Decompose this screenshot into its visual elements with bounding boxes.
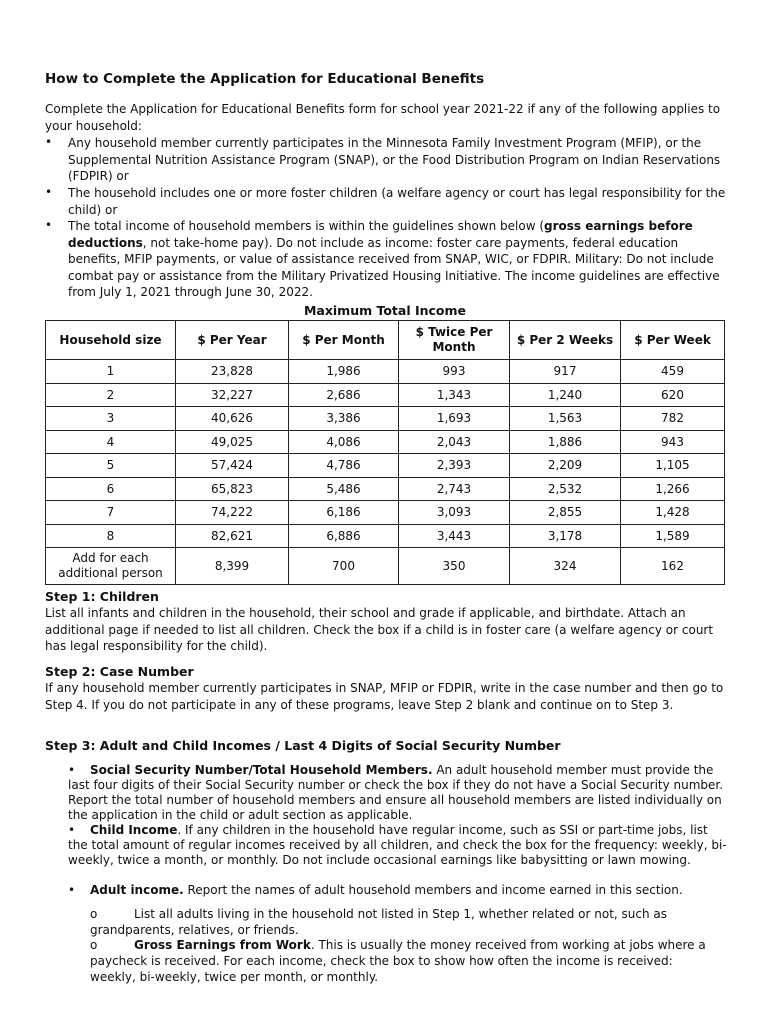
- table-cell: 350: [399, 548, 510, 585]
- bullet-text-part: The total income of household members is within the guidelines shown below (: [68, 219, 545, 233]
- item-text: An adult household member must provide the last four digits of their Social Security number or check the box if they do not have a Social Security number. Report the total number of household members and ensure all household members are listed individually on the application in the child or adult section as applicable.: [68, 763, 724, 822]
- item-bold-label: Child Income: [90, 823, 178, 837]
- eligibility-bullet-2: [45, 185, 735, 219]
- table-cell: 57,424: [176, 454, 289, 478]
- subitem-marker: o: [90, 938, 98, 952]
- table-cell: 1,105: [621, 454, 725, 478]
- table-cell: 2,043: [399, 430, 510, 454]
- table-cell: 2,532: [510, 477, 621, 501]
- table-cell: 82,621: [176, 524, 289, 548]
- table-cell: 6: [46, 477, 176, 501]
- table-cell: 4: [46, 430, 176, 454]
- table-cell: 2,686: [289, 383, 399, 407]
- item-text: . If any children in the household have regular income, such as SSI or part-time jobs, list the total amount of regular incomes received by all children, and check the box for the frequency: weekly, bi-weekly, twice a month, or monthly. Do not include occasional earnings like babysitting or lawn mowing.: [68, 823, 727, 867]
- table-cell: 700: [289, 548, 399, 585]
- step1-heading: Step 1: Children: [45, 589, 159, 604]
- bullet-icon: •: [45, 135, 53, 149]
- step3-item-child-income: [68, 823, 728, 868]
- table-cell: 1,343: [399, 383, 510, 407]
- eligibility-bullet-1: [45, 135, 735, 185]
- table-cell: 40,626: [176, 407, 289, 431]
- step2-body: If any household member currently participates in SNAP, MFIP or FDPIR, write in the case number and then go to Step 4. If you do not participate in any of these programs, leave Step 2 blank and continue on to Step 3.: [45, 681, 724, 712]
- bullet-icon: •: [68, 823, 76, 837]
- table-cell: 459: [621, 360, 725, 384]
- table-cell: 2,743: [399, 477, 510, 501]
- subitem-text: . This is usually the money received from working at jobs where a paycheck is received. For each income, check the box to show how often the income is received: weekly, bi-weekly, twice per month, or monthly.: [90, 938, 706, 984]
- table-cell: 74,222: [176, 501, 289, 525]
- table-caption: Maximum Total Income: [303, 303, 467, 318]
- table-header-cell: Household size: [46, 321, 176, 360]
- table-cell: 3,178: [510, 524, 621, 548]
- table-cell: 4,786: [289, 454, 399, 478]
- table-cell: 620: [621, 383, 725, 407]
- table-row: [46, 407, 725, 431]
- bullet-icon: •: [68, 883, 76, 897]
- table-cell: 32,227: [176, 383, 289, 407]
- table-cell: 2: [46, 383, 176, 407]
- item-bold-label: Social Security Number/Total Household Members.: [90, 763, 433, 777]
- bullet-text: Any household member currently participates in the Minnesota Family Investment Program (MFIP), or the Supplemental Nutrition Assistance Program (SNAP), or the Food Distribution Program on Indian Reservations (FDPIR) or: [68, 136, 721, 183]
- bullet-icon: •: [45, 185, 53, 199]
- page-title: How to Complete the Application for Educational Benefits: [45, 71, 485, 87]
- table-row: [46, 524, 725, 548]
- table-cell: 23,828: [176, 360, 289, 384]
- table-cell: 3,443: [399, 524, 510, 548]
- table-header-row: [46, 321, 725, 360]
- table-row: [46, 501, 725, 525]
- step3-subitem-gross-earnings: [90, 937, 720, 985]
- table-header-cell: $ Per Month: [289, 321, 399, 360]
- bullet-text: [68, 218, 728, 301]
- bullet-text-part: , not take-home pay). Do not include as income: foster care payments, federal education benefits, MFIP payments, or value of assistance received from SNAP, WIC, or FDPIR. Military: Do not include combat pay or assistance from the Military Privatized Housing Initiative. The income guidelines are effective from July 1, 2021 through June 30, 2022.: [68, 235, 720, 299]
- subitem-text: List all adults living in the household not listed in Step 1, whether related or not, such as grandparents, relatives, or friends.: [90, 907, 668, 937]
- eligibility-bullet-3: [45, 218, 735, 302]
- table-cell: 1,266: [621, 477, 725, 501]
- subitem-bold-label: Gross Earnings from Work: [134, 938, 311, 952]
- step2-heading: Step 2: Case Number: [45, 664, 194, 679]
- table-cell: 1,986: [289, 360, 399, 384]
- table-row: [46, 360, 725, 384]
- step1-body: List all infants and children in the household, their school and grade if applicable, and birthdate. Attach an additional page if needed to list all children. Check the box if a child is in foster care (a welfare agency or court has legal responsibility for the child).: [45, 606, 714, 654]
- table-row: [46, 548, 725, 585]
- table-cell: 3: [46, 407, 176, 431]
- table-cell: 5,486: [289, 477, 399, 501]
- bullet-icon: •: [68, 763, 76, 777]
- table-cell: 49,025: [176, 430, 289, 454]
- table-cell: 2,209: [510, 454, 621, 478]
- item-text: Report the names of adult household members and income earned in this section.: [183, 883, 683, 897]
- table-header-cell: $ Twice Per Month: [399, 321, 510, 360]
- table-cell: 1,886: [510, 430, 621, 454]
- table-cell: 993: [399, 360, 510, 384]
- table-cell: 8: [46, 524, 176, 548]
- table-cell: 2,393: [399, 454, 510, 478]
- table-cell: 917: [510, 360, 621, 384]
- table-header-cell: $ Per Year: [176, 321, 289, 360]
- table-cell: Add for each additional person: [46, 548, 176, 585]
- table-row: [46, 383, 725, 407]
- table-cell: 7: [46, 501, 176, 525]
- table-cell: 65,823: [176, 477, 289, 501]
- table-cell: 162: [621, 548, 725, 585]
- table-cell: 324: [510, 548, 621, 585]
- table-cell: 1,563: [510, 407, 621, 431]
- table-cell: 1,589: [621, 524, 725, 548]
- subitem-marker: o: [90, 907, 98, 921]
- item-bold-label: Adult income.: [90, 883, 184, 897]
- table-header-cell: $ Per Week: [621, 321, 725, 360]
- table-header-cell: $ Per 2 Weeks: [510, 321, 621, 360]
- table-row: [46, 477, 725, 501]
- table-cell: 1,428: [621, 501, 725, 525]
- table-cell: 1: [46, 360, 176, 384]
- bullet-icon: •: [45, 218, 53, 232]
- intro-paragraph: Complete the Application for Educational Benefits form for school year 2021-22 if any of the following applies to your household:: [45, 102, 721, 133]
- table-row: [46, 454, 725, 478]
- table-cell: 3,093: [399, 501, 510, 525]
- table-cell: 2,855: [510, 501, 621, 525]
- table-cell: 782: [621, 407, 725, 431]
- income-table: [45, 320, 725, 585]
- step3-heading: Step 3: Adult and Child Incomes / Last 4 Digits of Social Security Number: [45, 738, 561, 753]
- table-cell: 4,086: [289, 430, 399, 454]
- table-cell: 5: [46, 454, 176, 478]
- step3-subitem-adults: [90, 906, 720, 938]
- table-cell: 6,886: [289, 524, 399, 548]
- table-cell: 3,386: [289, 407, 399, 431]
- table-row: [46, 430, 725, 454]
- table-cell: 6,186: [289, 501, 399, 525]
- step3-item-ssn: [68, 763, 728, 823]
- table-cell: 943: [621, 430, 725, 454]
- step3-item-adult-income: [68, 883, 728, 898]
- bullet-text: The household includes one or more foster children (a welfare agency or court has legal responsibility for the child) or: [68, 186, 726, 217]
- bullet-bold-phrase: gross earnings before deductions: [68, 219, 693, 250]
- table-cell: 1,693: [399, 407, 510, 431]
- table-cell: 1,240: [510, 383, 621, 407]
- table-cell: 8,399: [176, 548, 289, 585]
